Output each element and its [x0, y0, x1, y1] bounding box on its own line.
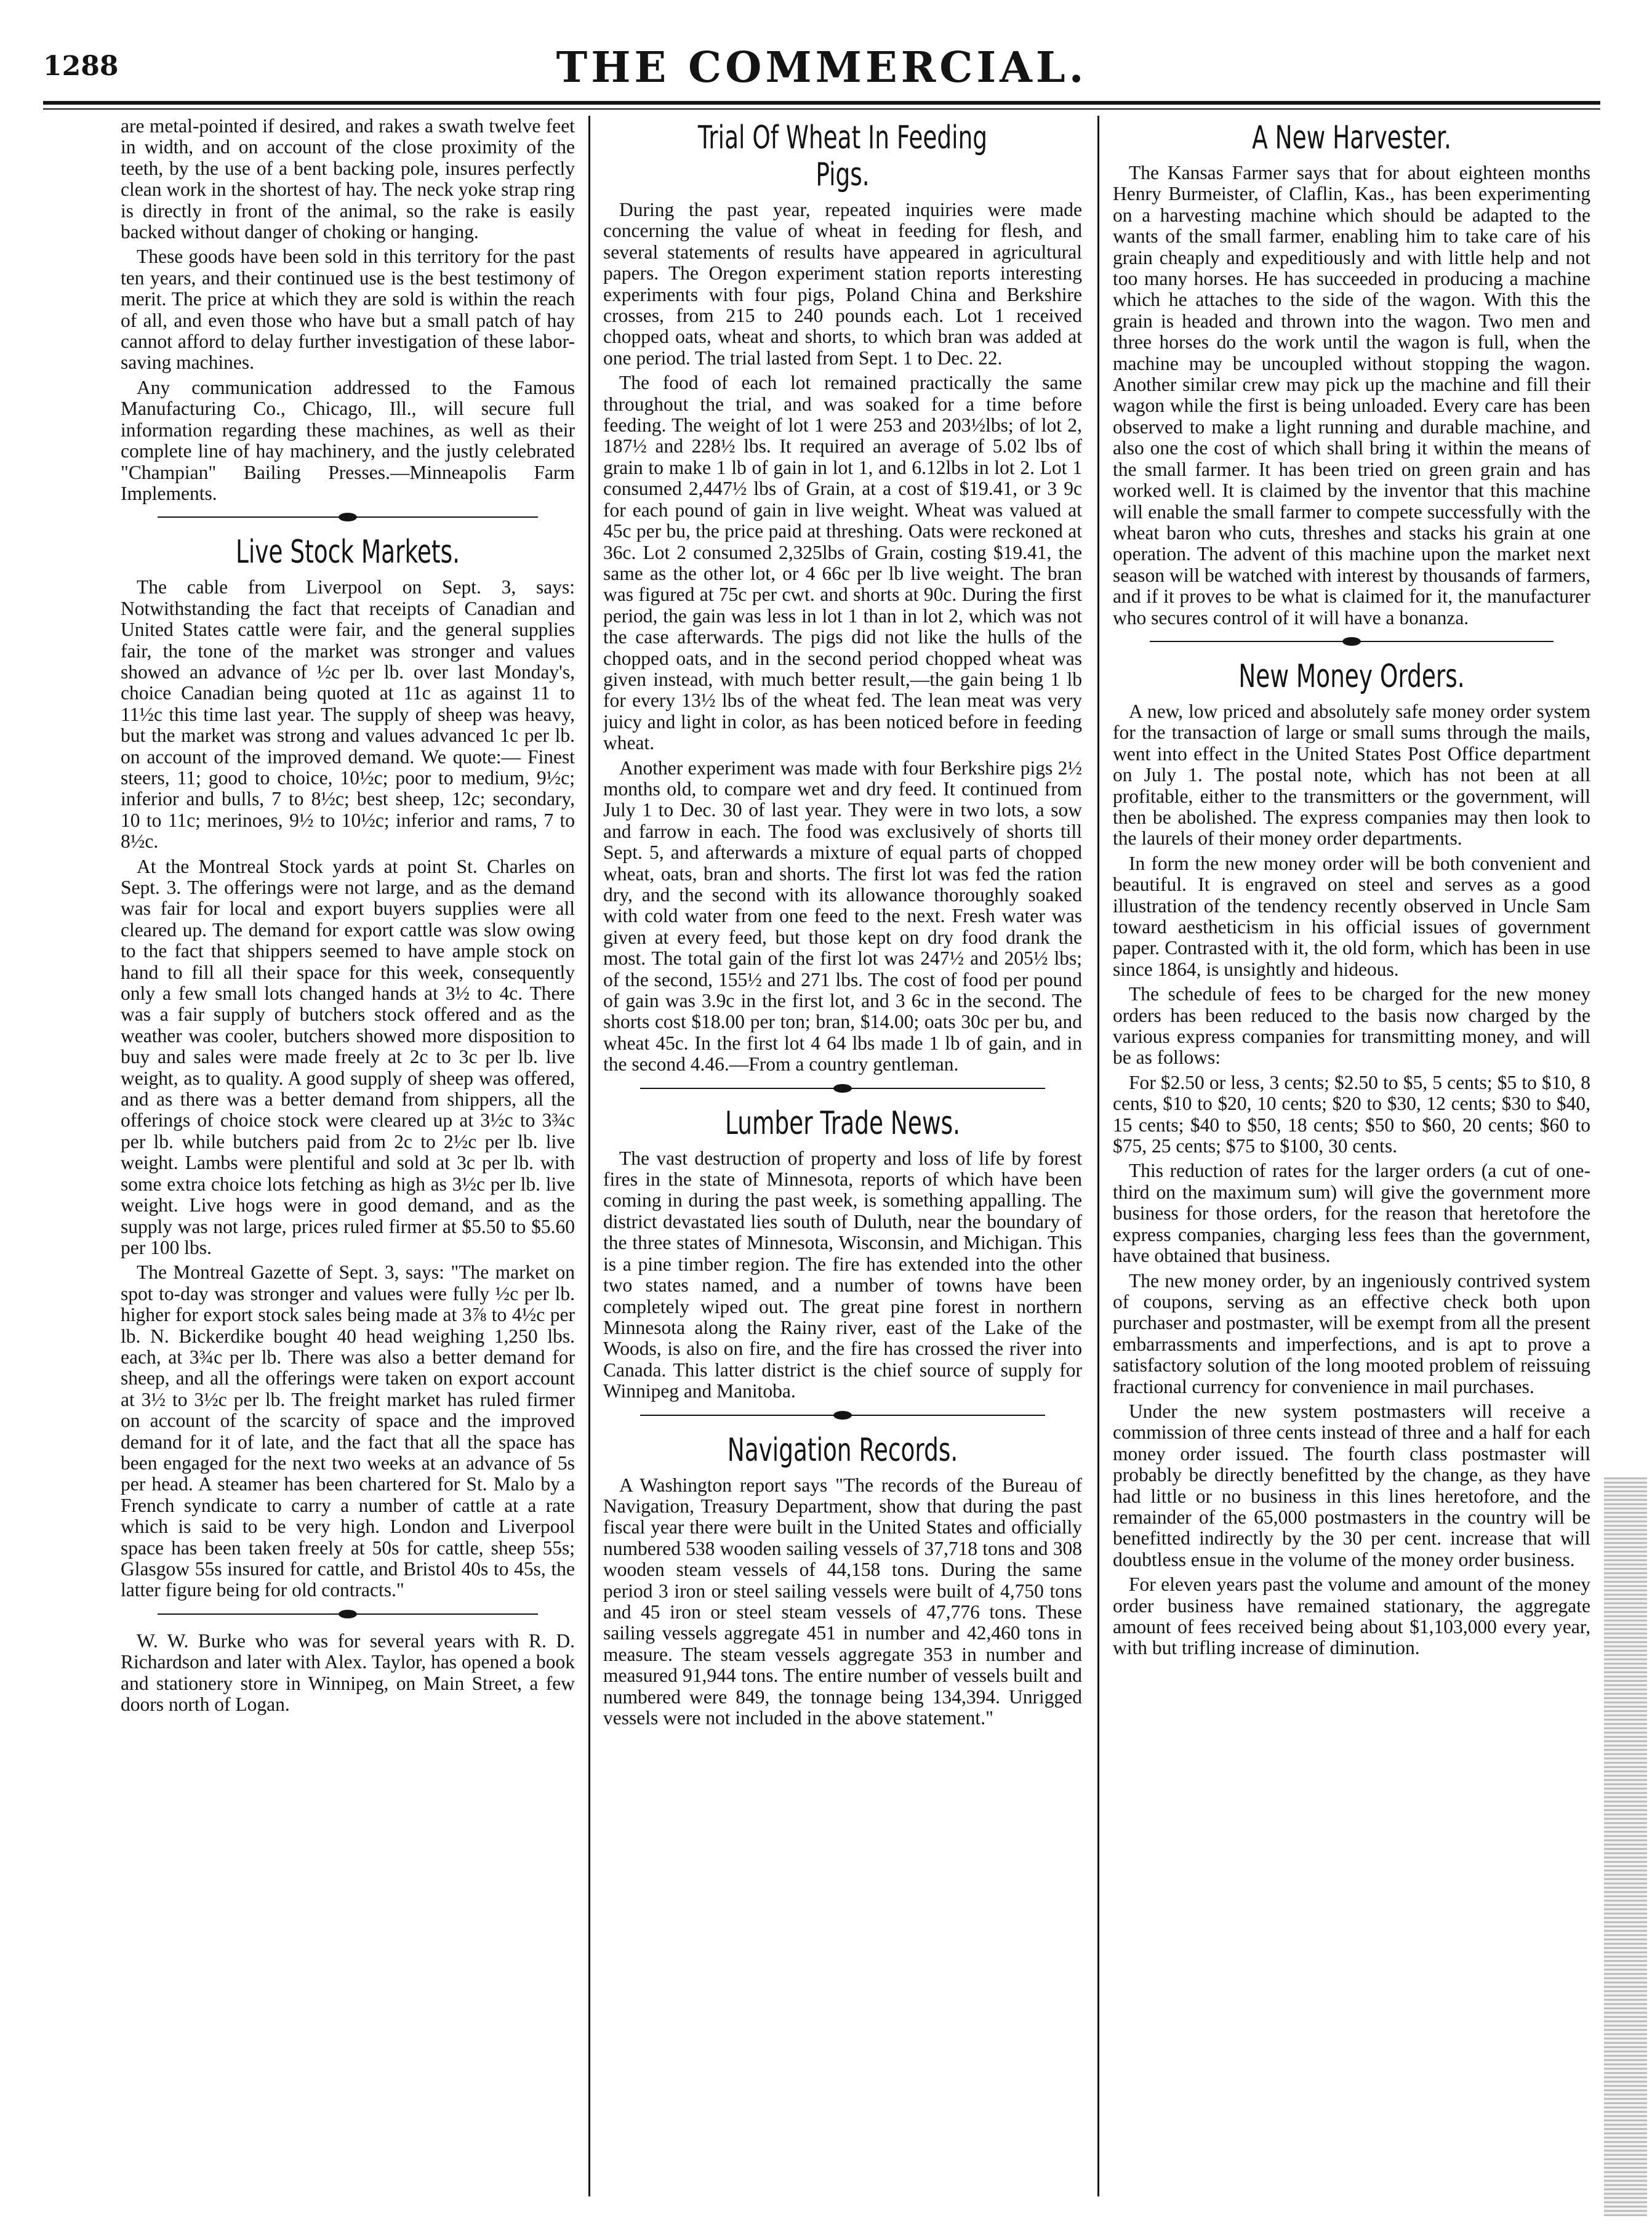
header-rule-thin [43, 108, 1600, 110]
column-3 [1113, 116, 1590, 2209]
article-paragraph: The Montreal Gazette of Sept. 3, says: "The market on spot to-day was stronger and values were fully ½c per lb. higher for export stock sales being made at 3⅞ to 4½c per lb. N. Bickerdike bought 40 head weighing 1,250 lbs. each, at 3¾c per lb. There was also a better demand for sheep, and all the offerings were taken on export account at 3½ to 3½c per lb. The freight market has ruled firmer on account of the scarcity of space and the improved demand for it of late, and the fact that all the space has been engaged for the next two weeks at an advance of 5s per head. A steamer has been chartered for St. Malo by a French syndicate to carry a number of cattle at a rate which is said to be very high. London and Liverpool space has been taken freely at 50s for cattle, sheep 55s; Glasgow 55s insured for cattle, and Bristol 40s to 45s, the latter figure being for old contracts." [121, 1261, 575, 1601]
article-paragraph: The food of each lot remained practically the same throughout the trial, and was soaked for a time before feeding. The weight of lot 1 were 253 and 203½lbs; of lot 2, 187½ and 228½ lbs. It required an average of 5.02 lbs of grain to make 1 lb of gain in lot 1, and 6.12lbs in lot 2. Lot 1 consumed 2,447½ lbs of Grain, at a cost of $19.41, or 3 9c for each pound of gain in live weight. Wheat was valued at 45c per bu, the price paid at threshing. Oats were reckoned at 36c. Lot 2 consumed 2,325lbs of Grain, costing $19.41, the same as the other lot, or 4 66c per lb live weight. The bran was figured at 75c per cwt. and shorts at 90c. During the first period, the gain was less in lot 1 than in lot 2, which was not the case afterwards. The pigs did not like the hulls of the chopped oats, and in the second period chopped wheat was given instead, with much better result,—the gain being 1 lb for every 13½ lbs of the wheat fed. The lean meat was very juicy and light in color, as has been noticed before in feeding wheat. [603, 372, 1082, 754]
header-rule-thick [43, 101, 1600, 105]
page-header [43, 37, 1600, 111]
article-paragraph: The Kansas Farmer says that for about eighteen months Henry Burmeister, of Claflin, Kas., has been experimenting on a harvesting machine which should be adapted to the wants of the small farmer, enabling him to take care of his grain cheaply and expeditiously and with little help and not too many horses. He has succeeded in producing a machine which he attaches to the side of the wagon. With this the grain is headed and thrown into the wagon. Two men and three horses do the work until the wagon is full, when the machine may be uncoupled without stopping the wagon. Another similar crew may pick up the machine and fill their wagon while the first is being unloaded. Every care has been observed to make a light running and durable machine, and also one the cost of which shall bring it within the means of the small farmer. It has been tried on green grain and has worked well. It is claimed by the inventor that this machine will enable the small farmer to compete successfully with the wheat baron who cuts, threshes and stacks his grain at one operation. The advent of this machine upon the market next season will be watched with interest by thousands of farmers, and if it proves to be what is claimed for it, the manufacturer who secures control of it will have a bonanza. [1113, 162, 1590, 629]
headline-live-stock-markets: Live Stock Markets. [236, 534, 460, 571]
article-paragraph: The vast destruction of property and loss of life by forest fires in the state of Minnesota, reports of which have been coming in during the past week, is something appalling. The district devastated lies south of Duluth, near the boundary of the three states of Minnesota, Wisconsin, and Michigan. This is a pine timber region. The fire has extended into the other two states named, and a number of towns have been completely wiped out. The great pine forest in northern Minnesota along the Rainy river, east of the Lake of the Woods, is also on fire, and the fire has crossed the river into Canada. This latter district is the chief source of supply for Winnipeg and Manitoba. [603, 1147, 1082, 1402]
article-paragraph: This reduction of rates for the larger orders (a cut of one-third on the maximum sum) will give the government more business for those orders, for the reason that heretofore the express companies, charging less fees than the government, have obtained that business. [1113, 1160, 1590, 1267]
section-separator [640, 1082, 1045, 1095]
column-2 [603, 116, 1082, 2209]
hay-rake-paragraph: These goods have been sold in this territory for the past ten years, and their continued use is the best testimony of merit. The price at which they are sold is within the reach of all, and even those who have but a small patch of hay cannot afford to delay further investigation of these labor-saving machines. [121, 246, 575, 374]
article-paragraph: Under the new system postmasters will receive a commission of three cents instead of three and a half for each money order issued. The fourth class postmaster will probably be directly benefitted by the change, as they have had little or no business in this lines heretofore, and the remainder of the 65,000 postmasters in the country will be benefitted indirectly by the 30 per cent. increase that will doubtless ensue in the volume of the money order business. [1113, 1400, 1590, 1570]
masthead-title: THE COMMERCIAL. [556, 43, 1088, 92]
headline-trial-of-wheat: Trial Of Wheat In Feeding Pigs. [697, 119, 988, 193]
hay-rake-paragraph: Any communication addressed to the Famous Manufacturing Co., Chicago, Ill., will secure full information regarding these machines, as well as their complete line of hay machinery, and the justly celebrated "Champian" Bailing Presses.—Minneapolis Farm Implements. [121, 376, 575, 504]
headline-new-harvester: A New Harvester. [1252, 119, 1451, 156]
page-number: 1288 [43, 50, 119, 82]
section-separator [158, 1607, 538, 1621]
article-paragraph: The schedule of fees to be charged for the new money orders has been reduced to the basis now charged by the various express companies for transmitting money, and will be as follows: [1113, 983, 1590, 1069]
article-paragraph: At the Montreal Stock yards at point St. Charles on Sept. 3. The offerings were not large, and as the demand was fair for local and export buyers supplies were all cleared up. The demand for export cattle was slow owing to the fact that shippers seemed to have ample stock on hand to fill all their space for this week, consequently only a few small lots changed hands at 3½ to 4c. There was a fair supply of butchers stock offered and as the weather was cooler, butchers showed more disposition to buy and sales were made freely at 2c to 3c per lb. live weight, as to quality. A good supply of sheep was offered, and as there was a better demand from shippers, all the offerings of choice stock were cleared up at 3½c to 3¾c per lb. while butchers paid from 2c to 2½c per lb. live weight. Lambs were plentiful and sold at 3c per lb. with some extra choice lots fetching as high as 3½c per lb. live weight. Live hogs were in good demand, and as the supply was not large, prices ruled firmer at $5.50 to $5.60 per 100 lbs. [121, 855, 575, 1258]
section-separator [1150, 635, 1554, 648]
section-separator [640, 1408, 1045, 1422]
article-paragraph: The cable from Liverpool on Sept. 3, says: Notwithstanding the fact that receipts of Canadian and United States cattle were fair, and the general supplies fair, the tone of the market was stronger and values showed an advance of ½c per lb. over last Monday's, choice Canadian being quoted at 11c as against 11 to 11½c this time last year. The supply of sheep was heavy, but the market was strong and values advanced 1c per lb. on account of the improved demand. We quote:— Finest steers, 11; good to choice, 10½c; poor to medium, 9½c; inferior and bulls, 7 to 8½c; best sheep, 12c; secondary, 10 to 11c; merinoes, 9½ to 10½c; inferior and rams, 7 to 8½c. [121, 576, 575, 853]
column-divider-1 [588, 116, 590, 2196]
article-paragraph: For eleven years past the volume and amount of the money order business have remained stationary, the aggregate amount of fees received being about $1,103,000 every year, with but trifling increase of diminution. [1113, 1573, 1590, 1659]
article-paragraph: Another experiment was made with four Berkshire pigs 2½ months old, to compare wet and dry feed. It continued from July 1 to Dec. 30 of last year. They were in two lots, a sow and farrow in each. The food was exclusively of shorts till Sept. 5, and afterwards a mixture of equal parts of chopped wheat, oats, bran and shorts. The first lot was fed the ration dry, and the second with its allowance thoroughly soaked with cold water from one feed to the next. Fresh water was given at every feed, but those kept on dry food drank the most. The total gain of the first lot was 247½ and 205½ lbs; of the second, 155½ and 271 lbs. The cost of food per pound of gain was 3.9c in the first lot, and 3 6c in the second. The shorts cost $18.00 per ton; bran, $14.00; oats 30c per bu, and wheat 45c. In the first lot 4 64 lbs made 1 lb of gain, and in the second 4.46.—From a country gentleman. [603, 757, 1082, 1075]
news-item-paragraph: W. W. Burke who was for several years with R. D. Richardson and later with Alex. Taylor, has opened a book and stationery store in Winnipeg, on Main Street, a few doors north of Logan. [121, 1629, 575, 1716]
headline-new-money-orders: New Money Orders. [1238, 657, 1465, 695]
article-paragraph: A Washington report says "The records of the Bureau of Navigation, Treasury Department, show that during the past fiscal year there were built in the United States and officially numbered 538 wooden sailing vessels of 37,718 tons and 308 wooden steam vessels of 44,158 tons. During the same period 3 iron or steel sailing vessels were built of 4,750 tons and 45 iron or steel steam vessels of 47,776 tons. These sailing vessels aggregate 451 in number and 42,460 tons in measure. The steam vessels aggregate 353 in number and measured 91,944 tons. The entire number of vessels built and numbered were 849, the tonnage being 134,394. Unrigged vessels were not included in the above statement." [603, 1474, 1082, 1729]
headline-navigation-records: Navigation Records. [727, 1431, 958, 1469]
column-1 [121, 116, 575, 2209]
column-divider-2 [1097, 116, 1099, 2196]
section-separator [158, 510, 538, 524]
article-paragraph: A new, low priced and absolutely safe money order system for the transaction of large or small sums through the mails, went into effect in the United States Post Office department on July 1. The postal note, which has not been at all profitable, either to the transmitters or the government, will then be abolished. The express companies may then look to the laurels of their money order departments. [1113, 700, 1590, 850]
article-paragraph: During the past year, repeated inquiries were made concerning the value of wheat in feeding for flesh, and several statements of results have appeared in agricultural papers. The Oregon experiment station reports interesting experiments with four pigs, Poland China and Berkshire crosses, from 215 to 240 pounds each. Lot 1 received chopped oats, wheat and shorts, to which bran was added at one period. The trial lasted from Sept. 1 to Dec. 22. [603, 199, 1082, 369]
page-edge-shading [1604, 1477, 1647, 2216]
fee-schedule: For $2.50 or less, 3 cents; $2.50 to $5, 5 cents; $5 to $10, 8 cents, $10 to $20, 10 cents; $20 to $30, 12 cents; $30 to $40, 15 cents; $40 to $50, 18 cents; $50 to $60, 20 cents; $60 to $75, 25 cents; $75 to $100, 30 cents. [1113, 1071, 1590, 1157]
article-paragraph: The new money order, by an ingeniously contrived system of coupons, serving as an effective check both upon purchaser and postmaster, will be exempt from all the present embarrassments and imperfections, and is apt to prove a satisfactory solution of the long mooted problem of reissuing fractional currency for convenience in mail purchases. [1113, 1269, 1590, 1397]
article-paragraph: In form the new money order will be both convenient and beautiful. It is engraved on steel and serves as a good illustration of the tendency recently observed in Uncle Sam toward aestheticism in his official issues of government paper. Contrasted with it, the old form, which has been in use since 1864, is unsightly and hideous. [1113, 852, 1590, 980]
headline-lumber-trade-news: Lumber Trade News. [725, 1104, 960, 1142]
hay-rake-paragraph: are metal-pointed if desired, and rakes a swath twelve feet in width, and on account of the close proximity of the teeth, by the use of a bent backing pole, insures perfectly clean work in the shortest of hay. The neck yoke strap ring is directly in front of the animal, so the rake is easily backed without danger of choking or hanging. [121, 116, 575, 243]
